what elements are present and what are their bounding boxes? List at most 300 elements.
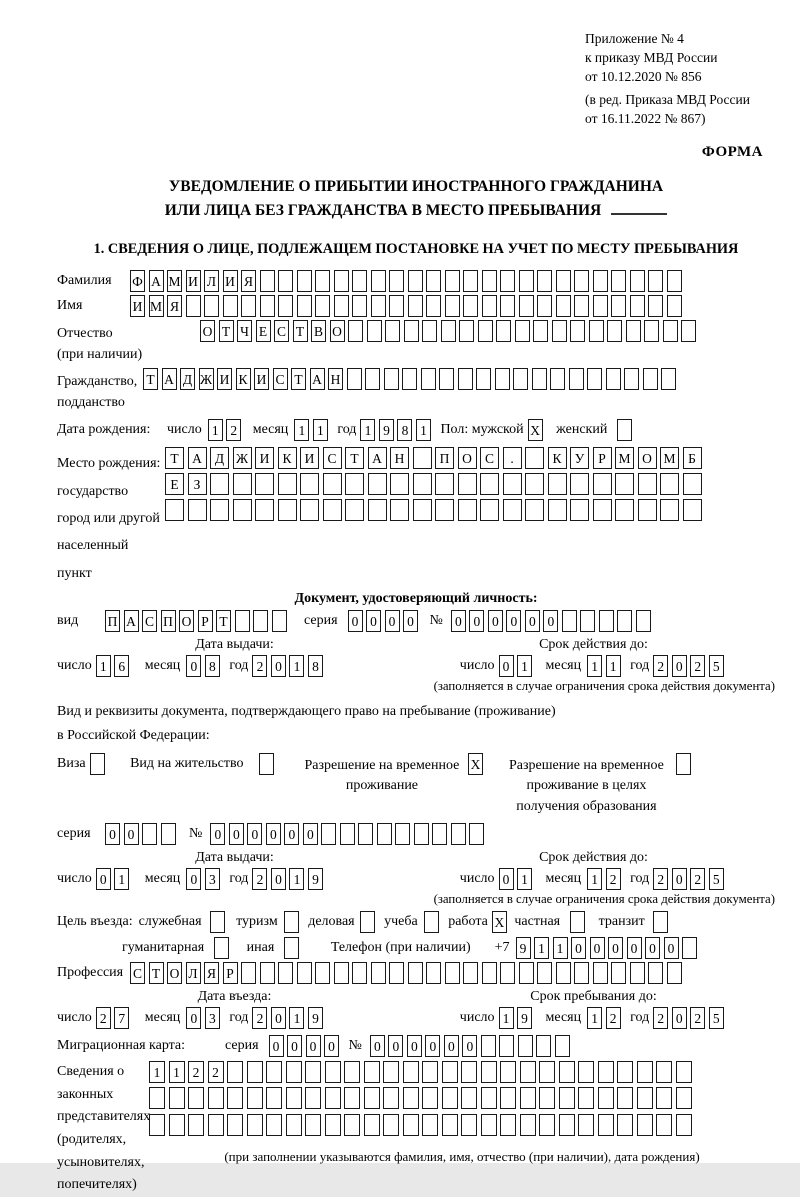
form-cell[interactable] xyxy=(593,270,608,292)
form-cell[interactable] xyxy=(345,473,364,495)
form-cell[interactable]: Т xyxy=(293,320,308,342)
form-cell[interactable] xyxy=(481,1087,497,1109)
form-cell[interactable] xyxy=(404,320,419,342)
form-cell[interactable]: 0 xyxy=(627,937,642,959)
form-cell[interactable] xyxy=(422,1061,438,1083)
form-cell[interactable]: 9 xyxy=(516,937,531,959)
form-cell[interactable] xyxy=(364,1087,380,1109)
form-cell[interactable] xyxy=(463,270,478,292)
form-cell[interactable] xyxy=(395,823,410,845)
form-cell[interactable] xyxy=(451,823,466,845)
form-cell[interactable]: Т xyxy=(216,610,231,632)
form-cell[interactable]: 0 xyxy=(303,823,318,845)
form-cell[interactable] xyxy=(278,295,293,317)
form-cell[interactable] xyxy=(463,295,478,317)
form-cell[interactable] xyxy=(344,1114,360,1136)
form-cell[interactable] xyxy=(161,823,176,845)
form-cell[interactable]: 0 xyxy=(469,610,484,632)
form-cell[interactable] xyxy=(371,962,386,984)
form-cell[interactable] xyxy=(413,473,432,495)
form-cell[interactable] xyxy=(235,610,250,632)
form-cell[interactable] xyxy=(682,937,697,959)
form-cell[interactable] xyxy=(607,320,622,342)
form-cell[interactable]: 1 xyxy=(587,1007,602,1029)
form-cell[interactable] xyxy=(210,473,229,495)
form-cell[interactable] xyxy=(325,1087,341,1109)
form-cell[interactable]: А xyxy=(368,447,387,469)
form-cell[interactable]: 1 xyxy=(587,868,602,890)
form-cell[interactable]: X xyxy=(492,911,507,933)
form-cell[interactable] xyxy=(533,320,548,342)
form-cell[interactable] xyxy=(334,270,349,292)
form-cell[interactable]: 0 xyxy=(608,937,623,959)
form-cell[interactable] xyxy=(305,1087,321,1109)
form-cell[interactable] xyxy=(233,499,252,521)
form-cell[interactable]: 0 xyxy=(444,1035,459,1057)
form-cell[interactable] xyxy=(593,295,608,317)
form-cell[interactable] xyxy=(284,911,299,933)
form-cell[interactable] xyxy=(149,1087,165,1109)
form-cell[interactable]: 0 xyxy=(571,937,586,959)
form-cell[interactable]: 9 xyxy=(308,1007,323,1029)
form-cell[interactable]: 8 xyxy=(308,655,323,677)
form-cell[interactable] xyxy=(676,1114,692,1136)
form-cell[interactable] xyxy=(266,1061,282,1083)
form-cell[interactable] xyxy=(552,320,567,342)
form-cell[interactable] xyxy=(321,823,336,845)
form-cell[interactable]: 0 xyxy=(672,655,687,677)
form-cell[interactable] xyxy=(345,499,364,521)
form-cell[interactable]: 2 xyxy=(690,655,705,677)
form-cell[interactable] xyxy=(403,1114,419,1136)
form-cell[interactable] xyxy=(284,937,299,959)
form-cell[interactable] xyxy=(348,320,363,342)
form-cell[interactable] xyxy=(570,911,585,933)
form-cell[interactable] xyxy=(482,295,497,317)
form-cell[interactable]: 1 xyxy=(289,655,304,677)
form-cell[interactable] xyxy=(519,270,534,292)
form-cell[interactable]: А xyxy=(188,447,207,469)
form-cell[interactable]: 0 xyxy=(124,823,139,845)
form-cell[interactable] xyxy=(667,295,682,317)
form-cell[interactable]: С xyxy=(274,320,289,342)
form-cell[interactable] xyxy=(208,1114,224,1136)
form-cell[interactable] xyxy=(426,270,441,292)
form-cell[interactable] xyxy=(500,1087,516,1109)
form-cell[interactable]: Д xyxy=(210,447,229,469)
form-cell[interactable]: 1 xyxy=(517,655,532,677)
form-cell[interactable] xyxy=(325,1114,341,1136)
form-cell[interactable] xyxy=(574,962,589,984)
form-cell[interactable]: Р xyxy=(198,610,213,632)
form-cell[interactable]: 0 xyxy=(506,610,521,632)
form-cell[interactable]: И xyxy=(186,270,201,292)
form-cell[interactable] xyxy=(578,1087,594,1109)
form-cell[interactable]: 0 xyxy=(186,868,201,890)
form-cell[interactable]: 2 xyxy=(653,1007,668,1029)
form-cell[interactable]: Н xyxy=(390,447,409,469)
form-cell[interactable]: Л xyxy=(204,270,219,292)
form-cell[interactable]: О xyxy=(200,320,215,342)
form-cell[interactable] xyxy=(593,962,608,984)
form-cell[interactable] xyxy=(169,1087,185,1109)
form-cell[interactable]: П xyxy=(105,610,120,632)
form-cell[interactable]: М xyxy=(615,447,634,469)
form-cell[interactable] xyxy=(286,1114,302,1136)
form-cell[interactable] xyxy=(259,753,274,775)
form-cell[interactable]: 7 xyxy=(114,1007,129,1029)
form-cell[interactable] xyxy=(463,962,478,984)
form-cell[interactable] xyxy=(656,1114,672,1136)
form-cell[interactable] xyxy=(344,1061,360,1083)
form-cell[interactable] xyxy=(413,447,432,469)
form-cell[interactable] xyxy=(617,1114,633,1136)
form-cell[interactable]: 2 xyxy=(690,868,705,890)
form-cell[interactable] xyxy=(305,1061,321,1083)
form-cell[interactable]: А xyxy=(124,610,139,632)
form-cell[interactable] xyxy=(661,368,676,390)
form-cell[interactable]: 2 xyxy=(226,419,241,441)
form-cell[interactable] xyxy=(611,295,626,317)
form-cell[interactable]: 0 xyxy=(543,610,558,632)
form-cell[interactable] xyxy=(550,368,565,390)
form-cell[interactable] xyxy=(611,270,626,292)
form-cell[interactable]: 1 xyxy=(208,419,223,441)
form-cell[interactable] xyxy=(186,295,201,317)
form-cell[interactable] xyxy=(656,1061,672,1083)
form-cell[interactable] xyxy=(445,270,460,292)
form-cell[interactable] xyxy=(432,823,447,845)
form-cell[interactable] xyxy=(617,1087,633,1109)
form-cell[interactable]: 1 xyxy=(114,868,129,890)
form-cell[interactable] xyxy=(368,499,387,521)
form-cell[interactable] xyxy=(644,320,659,342)
form-cell[interactable]: 0 xyxy=(247,823,262,845)
form-cell[interactable] xyxy=(297,295,312,317)
form-cell[interactable] xyxy=(142,823,157,845)
form-cell[interactable] xyxy=(503,473,522,495)
form-cell[interactable] xyxy=(208,1087,224,1109)
form-cell[interactable]: М xyxy=(149,295,164,317)
form-cell[interactable]: 2 xyxy=(188,1061,204,1083)
form-cell[interactable] xyxy=(539,1061,555,1083)
form-cell[interactable]: 0 xyxy=(229,823,244,845)
form-cell[interactable]: Т xyxy=(143,368,158,390)
form-cell[interactable] xyxy=(315,270,330,292)
form-cell[interactable]: 0 xyxy=(488,610,503,632)
form-cell[interactable] xyxy=(459,320,474,342)
form-cell[interactable]: 0 xyxy=(366,610,381,632)
form-cell[interactable]: 1 xyxy=(289,1007,304,1029)
form-cell[interactable] xyxy=(667,270,682,292)
form-cell[interactable] xyxy=(539,1087,555,1109)
form-cell[interactable]: 0 xyxy=(284,823,299,845)
form-cell[interactable]: С xyxy=(480,447,499,469)
form-cell[interactable] xyxy=(352,962,367,984)
form-cell[interactable] xyxy=(562,610,577,632)
form-cell[interactable] xyxy=(587,368,602,390)
form-cell[interactable] xyxy=(334,962,349,984)
form-cell[interactable]: 0 xyxy=(499,868,514,890)
form-cell[interactable] xyxy=(422,1087,438,1109)
form-cell[interactable] xyxy=(617,1061,633,1083)
form-cell[interactable] xyxy=(638,473,657,495)
form-cell[interactable]: 0 xyxy=(186,655,201,677)
form-cell[interactable]: У xyxy=(570,447,589,469)
form-cell[interactable] xyxy=(223,295,238,317)
form-cell[interactable]: X xyxy=(528,419,543,441)
form-cell[interactable] xyxy=(578,1114,594,1136)
form-cell[interactable] xyxy=(210,911,225,933)
form-cell[interactable] xyxy=(500,1061,516,1083)
form-cell[interactable] xyxy=(260,270,275,292)
form-cell[interactable]: Р xyxy=(223,962,238,984)
form-cell[interactable] xyxy=(364,1114,380,1136)
form-cell[interactable]: 1 xyxy=(553,937,568,959)
form-cell[interactable] xyxy=(227,1061,243,1083)
form-cell[interactable] xyxy=(403,1061,419,1083)
form-cell[interactable]: 0 xyxy=(385,610,400,632)
form-cell[interactable]: О xyxy=(167,962,182,984)
form-cell[interactable] xyxy=(422,1114,438,1136)
form-cell[interactable] xyxy=(315,295,330,317)
form-cell[interactable] xyxy=(660,473,679,495)
form-cell[interactable]: Д xyxy=(180,368,195,390)
form-cell[interactable] xyxy=(578,1061,594,1083)
form-cell[interactable]: 0 xyxy=(672,868,687,890)
form-cell[interactable]: 0 xyxy=(672,1007,687,1029)
form-cell[interactable]: 0 xyxy=(271,655,286,677)
form-cell[interactable]: И xyxy=(255,447,274,469)
form-cell[interactable] xyxy=(593,473,612,495)
form-cell[interactable] xyxy=(390,499,409,521)
form-cell[interactable]: 0 xyxy=(407,1035,422,1057)
form-cell[interactable] xyxy=(480,499,499,521)
form-cell[interactable] xyxy=(469,823,484,845)
form-cell[interactable]: 3 xyxy=(205,1007,220,1029)
form-cell[interactable] xyxy=(458,499,477,521)
form-cell[interactable] xyxy=(617,419,632,441)
form-cell[interactable] xyxy=(519,295,534,317)
form-cell[interactable]: И xyxy=(217,368,232,390)
form-cell[interactable]: З xyxy=(188,473,207,495)
form-cell[interactable]: 2 xyxy=(208,1061,224,1083)
form-cell[interactable] xyxy=(445,962,460,984)
form-cell[interactable] xyxy=(278,473,297,495)
form-cell[interactable] xyxy=(637,1114,653,1136)
form-cell[interactable]: 0 xyxy=(96,868,111,890)
form-cell[interactable]: 8 xyxy=(205,655,220,677)
form-cell[interactable] xyxy=(255,473,274,495)
form-cell[interactable] xyxy=(656,1087,672,1109)
form-cell[interactable]: Ж xyxy=(233,447,252,469)
form-cell[interactable]: О xyxy=(458,447,477,469)
form-cell[interactable]: X xyxy=(468,753,483,775)
form-cell[interactable] xyxy=(365,368,380,390)
form-cell[interactable] xyxy=(442,1061,458,1083)
form-cell[interactable] xyxy=(210,499,229,521)
form-cell[interactable] xyxy=(559,1061,575,1083)
form-cell[interactable] xyxy=(500,962,515,984)
form-cell[interactable]: 0 xyxy=(266,823,281,845)
form-cell[interactable]: 1 xyxy=(313,419,328,441)
form-cell[interactable] xyxy=(548,473,567,495)
form-cell[interactable] xyxy=(260,295,275,317)
form-cell[interactable]: 5 xyxy=(709,655,724,677)
form-cell[interactable] xyxy=(515,320,530,342)
form-cell[interactable]: 9 xyxy=(517,1007,532,1029)
form-cell[interactable] xyxy=(352,295,367,317)
form-cell[interactable] xyxy=(482,962,497,984)
form-cell[interactable] xyxy=(624,368,639,390)
form-cell[interactable]: 0 xyxy=(271,1007,286,1029)
form-cell[interactable] xyxy=(525,447,544,469)
form-cell[interactable] xyxy=(461,1061,477,1083)
form-cell[interactable] xyxy=(421,368,436,390)
form-cell[interactable]: 0 xyxy=(269,1035,284,1057)
form-cell[interactable]: 0 xyxy=(348,610,363,632)
form-cell[interactable] xyxy=(442,1114,458,1136)
form-cell[interactable] xyxy=(247,1061,263,1083)
form-cell[interactable] xyxy=(360,911,375,933)
form-cell[interactable] xyxy=(630,295,645,317)
form-cell[interactable]: И xyxy=(254,368,269,390)
form-cell[interactable]: 2 xyxy=(653,655,668,677)
form-cell[interactable] xyxy=(247,1114,263,1136)
form-cell[interactable]: 2 xyxy=(690,1007,705,1029)
form-cell[interactable] xyxy=(384,368,399,390)
form-cell[interactable] xyxy=(495,368,510,390)
form-cell[interactable] xyxy=(385,320,400,342)
form-cell[interactable]: 2 xyxy=(653,868,668,890)
form-cell[interactable] xyxy=(648,270,663,292)
form-cell[interactable]: И xyxy=(130,295,145,317)
form-cell[interactable]: 0 xyxy=(105,823,120,845)
form-cell[interactable]: 0 xyxy=(451,610,466,632)
form-cell[interactable]: 6 xyxy=(114,655,129,677)
form-cell[interactable] xyxy=(598,1087,614,1109)
form-cell[interactable] xyxy=(580,610,595,632)
form-cell[interactable] xyxy=(422,320,437,342)
form-cell[interactable]: 1 xyxy=(587,655,602,677)
form-cell[interactable]: 0 xyxy=(324,1035,339,1057)
form-cell[interactable] xyxy=(532,368,547,390)
form-cell[interactable]: 1 xyxy=(517,868,532,890)
form-cell[interactable] xyxy=(266,1087,282,1109)
form-cell[interactable] xyxy=(260,962,275,984)
form-cell[interactable] xyxy=(247,1087,263,1109)
form-cell[interactable]: О xyxy=(638,447,657,469)
form-cell[interactable] xyxy=(648,962,663,984)
form-cell[interactable] xyxy=(626,320,641,342)
form-cell[interactable] xyxy=(272,610,287,632)
form-cell[interactable]: И xyxy=(300,447,319,469)
form-cell[interactable] xyxy=(570,473,589,495)
form-cell[interactable]: В xyxy=(311,320,326,342)
form-cell[interactable]: 9 xyxy=(379,419,394,441)
form-cell[interactable]: Ф xyxy=(130,270,145,292)
form-cell[interactable]: Т xyxy=(291,368,306,390)
form-cell[interactable] xyxy=(383,1114,399,1136)
form-cell[interactable] xyxy=(278,499,297,521)
form-cell[interactable] xyxy=(536,1035,551,1057)
form-cell[interactable] xyxy=(617,610,632,632)
form-cell[interactable] xyxy=(169,1114,185,1136)
form-cell[interactable]: 0 xyxy=(403,610,418,632)
form-cell[interactable] xyxy=(227,1087,243,1109)
form-cell[interactable]: Т xyxy=(219,320,234,342)
form-cell[interactable] xyxy=(637,1061,653,1083)
form-cell[interactable] xyxy=(676,1087,692,1109)
form-cell[interactable] xyxy=(371,295,386,317)
form-cell[interactable] xyxy=(413,499,432,521)
form-cell[interactable]: 0 xyxy=(210,823,225,845)
form-cell[interactable] xyxy=(445,295,460,317)
form-cell[interactable] xyxy=(323,499,342,521)
form-cell[interactable] xyxy=(520,1061,536,1083)
form-cell[interactable]: . xyxy=(503,447,522,469)
form-cell[interactable]: К xyxy=(278,447,297,469)
form-cell[interactable] xyxy=(574,270,589,292)
form-cell[interactable] xyxy=(570,499,589,521)
form-cell[interactable] xyxy=(615,473,634,495)
form-cell[interactable] xyxy=(389,295,404,317)
form-cell[interactable] xyxy=(539,1114,555,1136)
form-cell[interactable] xyxy=(377,823,392,845)
form-cell[interactable] xyxy=(667,962,682,984)
form-cell[interactable]: Ж xyxy=(199,368,214,390)
form-cell[interactable] xyxy=(461,1114,477,1136)
form-cell[interactable]: Н xyxy=(328,368,343,390)
form-cell[interactable]: Т xyxy=(149,962,164,984)
form-cell[interactable]: Е xyxy=(256,320,271,342)
form-cell[interactable]: О xyxy=(179,610,194,632)
form-cell[interactable] xyxy=(615,499,634,521)
form-cell[interactable]: Е xyxy=(165,473,184,495)
form-cell[interactable] xyxy=(653,911,668,933)
form-cell[interactable] xyxy=(480,473,499,495)
form-cell[interactable] xyxy=(233,473,252,495)
form-cell[interactable] xyxy=(325,1061,341,1083)
form-cell[interactable] xyxy=(389,270,404,292)
form-cell[interactable]: Т xyxy=(345,447,364,469)
form-cell[interactable] xyxy=(548,499,567,521)
form-cell[interactable]: 2 xyxy=(252,868,267,890)
form-cell[interactable] xyxy=(403,1087,419,1109)
form-cell[interactable]: 0 xyxy=(186,1007,201,1029)
form-cell[interactable] xyxy=(637,1087,653,1109)
form-cell[interactable]: 0 xyxy=(271,868,286,890)
form-cell[interactable]: А xyxy=(149,270,164,292)
form-cell[interactable] xyxy=(520,1087,536,1109)
form-cell[interactable] xyxy=(424,911,439,933)
form-cell[interactable] xyxy=(482,270,497,292)
form-cell[interactable]: 2 xyxy=(252,655,267,677)
form-cell[interactable]: 2 xyxy=(96,1007,111,1029)
form-cell[interactable]: Я xyxy=(204,962,219,984)
form-cell[interactable] xyxy=(500,270,515,292)
form-cell[interactable] xyxy=(683,499,702,521)
form-cell[interactable]: Р xyxy=(593,447,612,469)
form-cell[interactable] xyxy=(503,499,522,521)
form-cell[interactable] xyxy=(241,295,256,317)
form-cell[interactable]: 1 xyxy=(606,655,621,677)
form-cell[interactable]: 0 xyxy=(388,1035,403,1057)
form-cell[interactable] xyxy=(300,473,319,495)
form-cell[interactable] xyxy=(611,962,626,984)
form-cell[interactable] xyxy=(214,937,229,959)
form-cell[interactable]: 1 xyxy=(416,419,431,441)
